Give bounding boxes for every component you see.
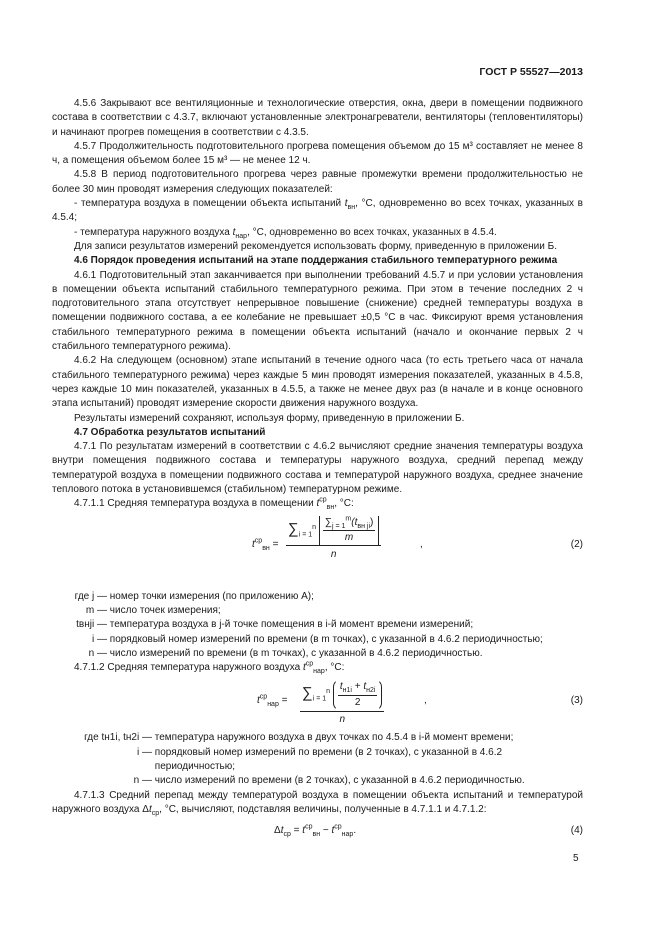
equation-3-number: (3)	[570, 695, 583, 707]
equation-4-number: (4)	[570, 825, 583, 837]
equation-4-body: $\Delta t_{ср} = t^{ср}_{вн} - t^{ср}_{нар}$.	[274, 823, 357, 839]
legend-2	[52, 731, 583, 788]
para-4-7-1-2: 4.7.1.2 Средняя температура наружного воздуха $t^{ср}_{нар}$, °С:	[74, 660, 345, 676]
legend-1-row: где j — номер точки измерения (по приложению А);	[74, 590, 314, 602]
para-4-7-1-1: 4.7.1.1 Средняя температура воздуха в помещении $t^{ср}_{вн}$, °С:	[74, 496, 354, 512]
equation-2-number: (2)	[570, 538, 583, 550]
heading-4-7: 4.7 Обработка результатов испытаний	[74, 426, 266, 438]
equation-2	[52, 516, 583, 586]
para-4-5-8-note: Для записи результатов измерений рекомендуется использовать форму, приведенную в приложении Б.	[74, 240, 557, 252]
legend-1-row: tвнji — температура воздуха в j-й точке помещения в i-й момент времени измерений;	[76, 619, 474, 631]
legend-1-row: m — число точек измерения;	[85, 604, 221, 616]
equation-2-lhs: $t^{ср}_{вн}$ =	[252, 537, 279, 552]
standard-header: ГОСТ Р 55527—2013	[479, 66, 583, 78]
legend-2-row: i — порядковый номер измерений по времени (в 2 точках), с указанной в 4.6.2 периодичностью;	[137, 746, 503, 772]
legend-1-row: n — число измерений по времени (в m точках), с указанной в 4.6.2 периодичностью.	[88, 647, 483, 659]
equation-2-fraction: $\sum_{i = 1}^n$ $\frac{\sum_{j = 1}^m(t_{вн ji})}{m}$ n	[286, 516, 381, 563]
equation-4	[52, 821, 583, 843]
equation-3-fraction: $\sum_{i = 1}^n$ $\frac{t_{н1i} + t_{н2i}}{2}$ n	[300, 679, 384, 727]
document-body	[52, 97, 583, 847]
equation-3-lhs: $t^{ср}_{нар}$ =	[257, 694, 288, 709]
para-4-7-1-3: 4.7.1.3 Средний перепад между температурой воздуха в помещении объекта испытаний и температурой наружного воздуха $\Delta t_{ср}$, °С, вычисляют, подставляя величины, полученные в 4.7.1.1 и 4.7.1.2:	[52, 789, 583, 817]
equation-2-comma: ,	[420, 538, 423, 550]
page-number: 5	[573, 853, 579, 864]
para-4-6-2-b: Результаты измерений сохраняют, используя форму, приведенную в приложении Б.	[74, 412, 465, 424]
para-4-6-1: 4.6.1 Подготовительный этап заканчивается при выполнении требований 4.5.7 и при условии установления в помещении объекта испытаний стабильного температурного режима. При этом в течение последних 2 ч подготовительного этапа отсутствует непрерывное повышение (снижение) средней температуры воздуха в помещении подвижного состава, а ее колебание не превышает ±0,5 °С в час. Фиксируют время установления стабильного температурного режима в помещении объекта испытаний (начало и окончание первых 2 ч стабильного температурного режима).	[52, 269, 583, 353]
equation-3	[52, 679, 583, 727]
legend-1	[52, 590, 583, 661]
para-4-5-8-item-b: - температура наружного воздуха $t_{нар}$, °С, одновременно во всех точках, указанных в 4.5.4.	[74, 226, 497, 240]
para-4-5-8: 4.5.8 В период подготовительного прогрева через равные промежутки времени продолжительностью не более 30 мин проводят измерения следующих показателей:	[52, 169, 583, 195]
para-4-5-8-item-a: - температура воздуха в помещении объекта испытаний $t_{вн}$, °С, одновременно во всех точках, указанных в 4.5.4;	[52, 198, 583, 224]
para-4-6-2: 4.6.2 На следующем (основном) этапе испытаний в течение одного часа (то есть третьего часа от начала стабильного температурного режима) через каждые 5 мин проводят измерения показателей, указанных в 4.5.8, через каждые 10 мин показателей, указанных в 4.5.5, а также не менее двух раз (в начале и в конце основного этапа испытаний) проводят измерение скорости движения наружного воздуха.	[52, 355, 583, 410]
para-4-5-7: 4.5.7 Продолжительность подготовительного прогрева помещения объемом до 15 м³ составляет не менее 8 ч, а помещения объемом более 15 м³ — не менее 12 ч.	[52, 140, 583, 167]
legend-2-row: n — число измерений по времени (в 2 точках), с указанной в 4.6.2 периодичностью.	[133, 775, 525, 787]
para-4-5-6: 4.5.6 Закрывают все вентиляционные и технологические отверстия, окна, двери в помещении подвижного состава в соответствии с 4.3.7, включают установленные электронагреватели, вентиляторы (тепловентиляторы) и начинают прогрев помещения в соответствии с 4.3.5.	[52, 98, 583, 138]
equation-3-comma: ,	[424, 695, 427, 707]
legend-1-row: i — порядковый номер измерений по времени (в m точках), с указанной в 4.6.2 периодичностью;	[92, 633, 543, 645]
heading-4-6: 4.6 Порядок проведения испытаний на этапе поддержания стабильного температурного режима	[74, 255, 558, 267]
para-4-7-1: 4.7.1 По результатам измерений в соответствии с 4.6.2 вычисляют средние значения температуры воздуха внутри помещения подвижного состава и температуры наружного воздуха, средний перепад между температурой воздуха в помещении подвижного состава и температурой наружного воздуха, среднее значение теплового потока в установившемся (стабильном) температурном режиме.	[52, 441, 583, 496]
legend-2-row: где tн1i, tн2i — температура наружного воздуха в двух точках по 4.5.4 в i-й момент времени;	[84, 732, 514, 744]
